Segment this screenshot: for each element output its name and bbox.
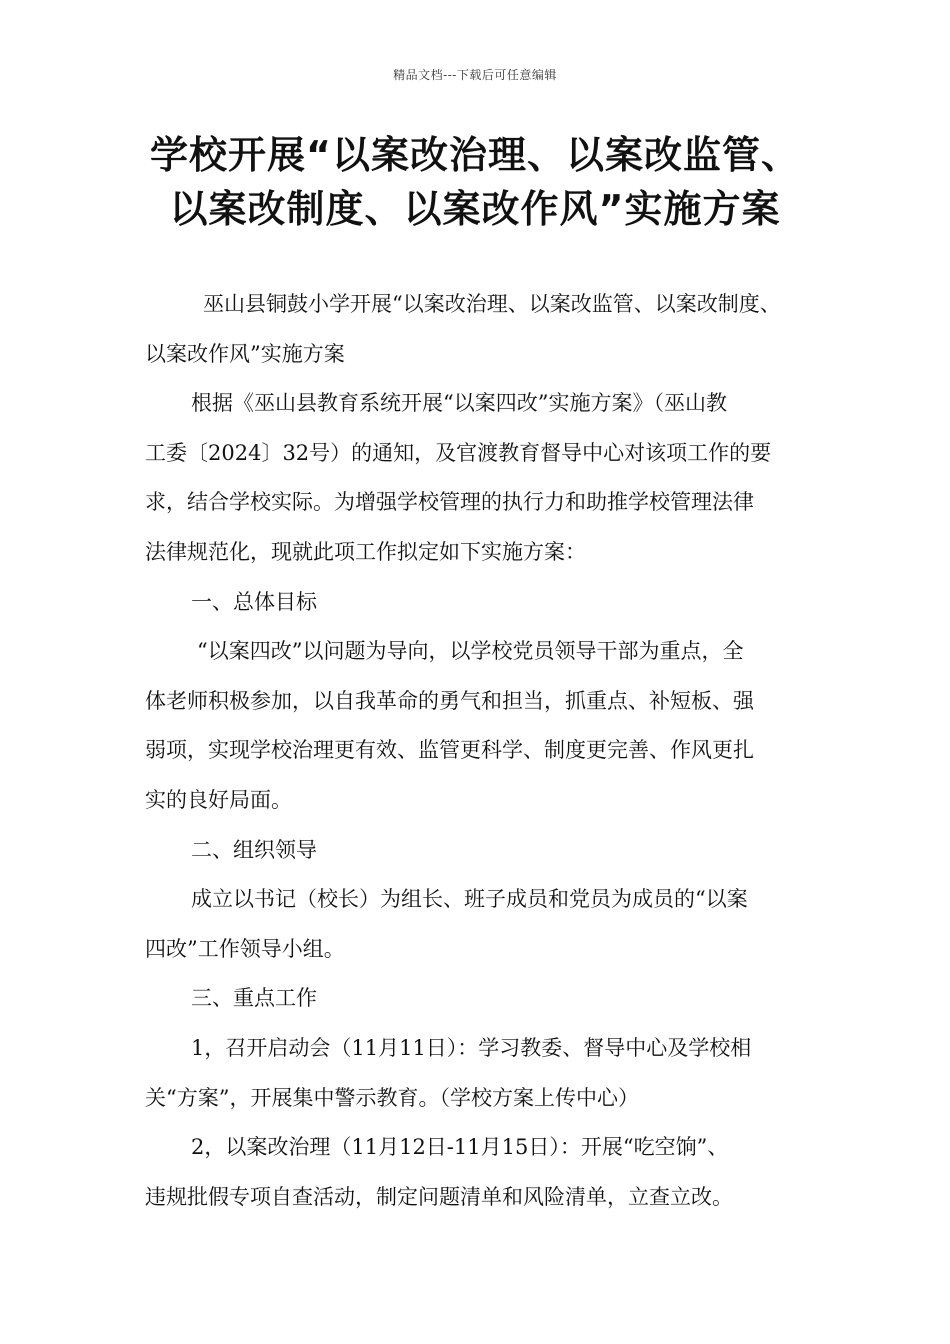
body-line: 体老师积极参加，以自我革命的勇气和担当，抓重点、补短板、强 bbox=[145, 688, 754, 713]
body-line: 根据《巫山县教育系统开展“以案四改”实施方案》（巫山教 bbox=[191, 391, 727, 416]
body-line: 工委〔2024〕32号）的通知，及官渡教育督导中心对该项工作的要 bbox=[145, 440, 772, 465]
title-line-1: 学校开展“以案改治理、以案改监管、 bbox=[150, 133, 800, 177]
title-line-2: 以案改制度、以案改作风”实施方案 bbox=[169, 187, 781, 231]
body-line: 以案改作风”实施方案 bbox=[145, 341, 345, 366]
body-line: 二、组织领导 bbox=[191, 837, 317, 862]
body-line: 实的良好局面。 bbox=[145, 787, 292, 812]
body-line: 法律规范化，现就此项工作拟定如下实施方案： bbox=[145, 539, 586, 564]
body-line: “以案四改”以问题为导向，以学校党员领导干部为重点，全 bbox=[197, 639, 744, 664]
body-line: 1，召开启动会（11月11日）：学习教委、督导中心及学校相 bbox=[191, 1035, 752, 1060]
body-line: 求，结合学校实际。为增强学校管理的执行力和助推学校管理法律 bbox=[145, 490, 754, 515]
body-line: 巫山县铜鼓小学开展“以案改治理、以案改监管、以案改制度、 bbox=[203, 292, 781, 316]
body-line: 三、重点工作 bbox=[191, 986, 317, 1011]
document-title bbox=[0, 128, 950, 236]
document-body bbox=[145, 280, 825, 1222]
body-line: 违规批假专项自查活动，制定问题清单和风险清单，立查立改。 bbox=[145, 1184, 733, 1209]
body-line: 弱项，实现学校治理更有效、监管更科学、制度更完善、作风更扎 bbox=[145, 738, 754, 763]
body-line: 关“方案”，开展集中警示教育。（学校方案上传中心） bbox=[145, 1085, 639, 1110]
body-line: 2，以案改治理（11月12日-11月15日）：开展“吃空饷”、 bbox=[191, 1135, 729, 1160]
header-note: 精品文档---下载后可任意编辑 bbox=[393, 68, 557, 82]
body-line: 一、总体目标 bbox=[191, 589, 317, 614]
body-line: 四改”工作领导小组。 bbox=[145, 936, 345, 961]
body-line: 成立以书记（校长）为组长、班子成员和党员为成员的“以案 bbox=[191, 887, 748, 912]
